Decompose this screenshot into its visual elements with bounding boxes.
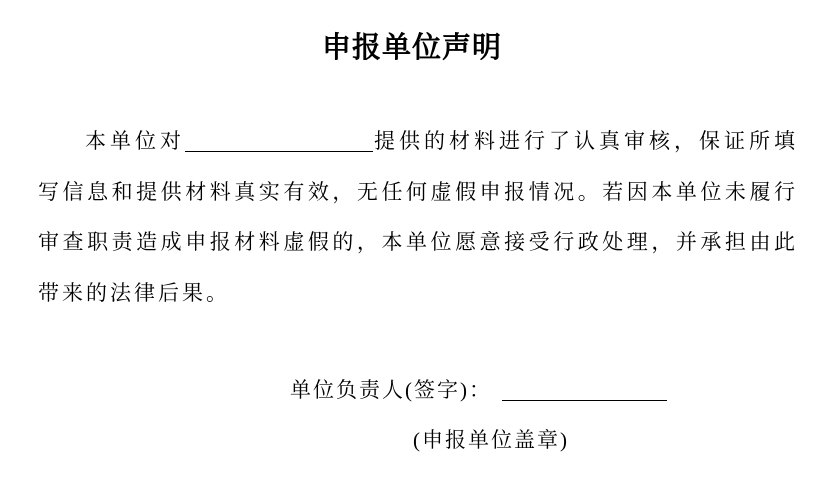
signature-row [290, 374, 667, 406]
signature-label: 单位负责人(签字)： [290, 378, 492, 402]
unit-name-blank[interactable] [185, 151, 373, 152]
paragraph-text-after-blank: 提供的材料进行了认真审核，保证所填写信息和提供材料真实有效，无任何虚假申报情况。若因本单位未履行审查职责造成申报材料虚假的，本单位愿意接受行政处理，并承担由此带来的法律后果。 [38, 129, 798, 305]
declaration-paragraph [38, 116, 798, 318]
document-title: 申报单位声明 [321, 32, 502, 64]
signature-blank[interactable] [502, 400, 667, 401]
paragraph-text-before-blank: 本单位对 [85, 129, 185, 153]
seal-note: (申报单位盖章) [413, 428, 569, 452]
